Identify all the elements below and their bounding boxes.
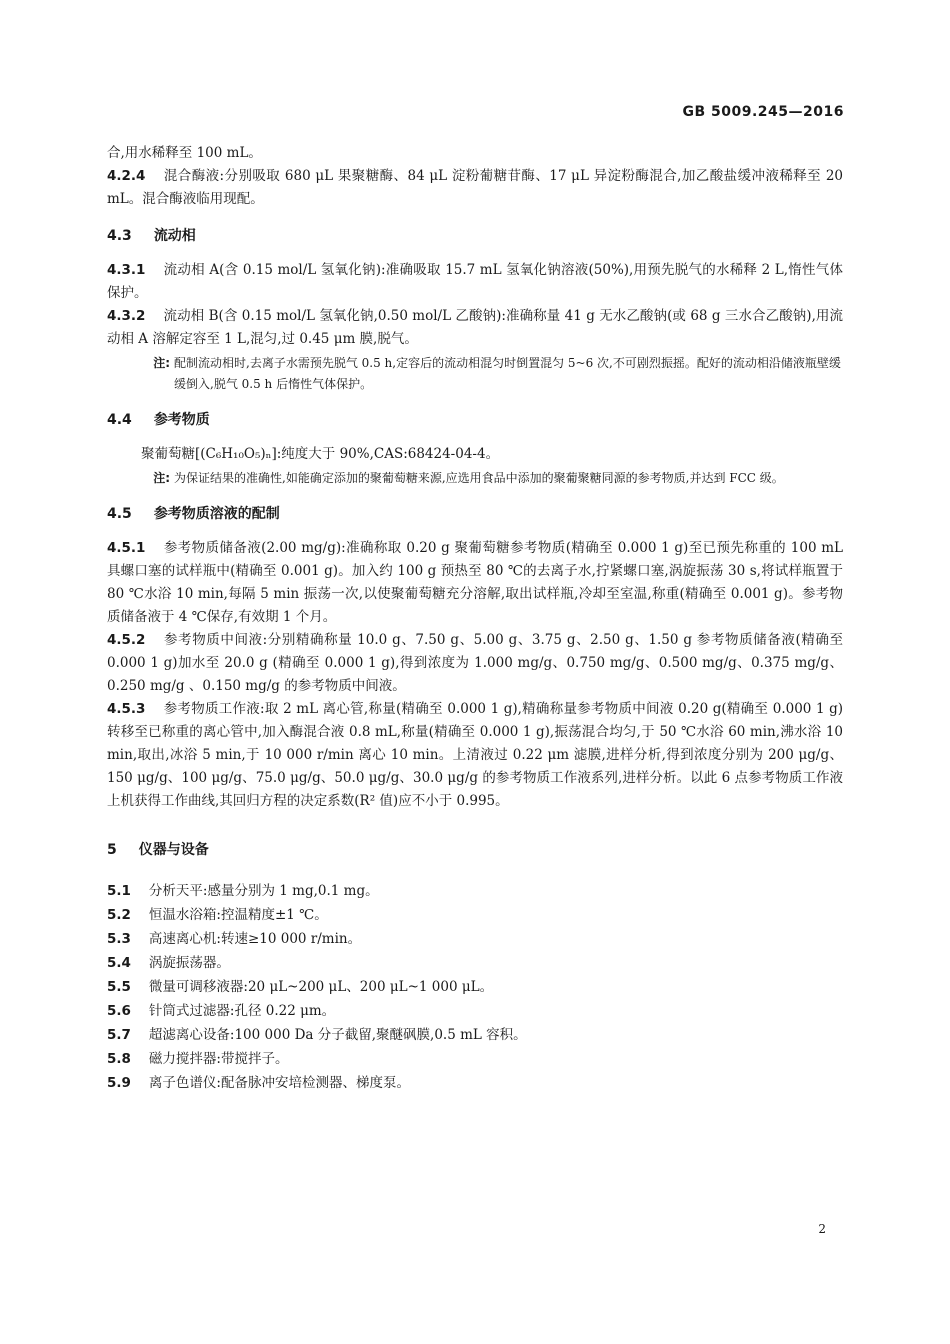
clause-text: 参考物质中间液:分别精确称量 10.0 g、7.50 g、5.00 g、3.75 g、2.50 g、1.50 g 参考物质储备液(精确至 0.000 1 g)加水至 20.0 g (精确至 0.000 1 g),得到浓度为 1.000 mg/g、0.750 mg/g、0.500 mg/g、0.375 mg/g、0.250 mg/g 、0.150 mg/g 的参考物质中间液。 xyxy=(107,632,843,694)
item-number: 5.3 xyxy=(107,931,131,947)
clause-number: 4.5.3 xyxy=(107,701,146,717)
page-number: 2 xyxy=(818,1222,826,1236)
list-item xyxy=(107,1071,843,1095)
list-item xyxy=(107,975,843,999)
item-number: 5.2 xyxy=(107,907,131,923)
list-item xyxy=(107,903,843,927)
item-text: 恒温水浴箱:控温精度±1 ℃。 xyxy=(148,907,328,923)
clause-text: 参考物质储备液(2.00 mg/g):准确称取 0.20 g 聚葡萄糖参考物质(精确至 0.000 1 g)至已预先称重的 100 mL 具螺口塞的试样瓶中(精确至 0.001 g)。加入约 100 g 预热至 80 ℃的去离子水,拧紧螺口塞,涡旋振荡 30 s,将试样瓶置于 80 ℃水浴 10 min,每隔 5 min 振荡一次,以使聚葡萄糖充分溶解,取出试样瓶,冷却至室温,称重(精确至 0.001 g)。参考物质储备液于 4 ℃保存,有效期 1 个月。 xyxy=(107,540,843,625)
note-label: 注: xyxy=(153,471,170,485)
clause-4-5-3 xyxy=(107,698,843,813)
note-mobile-phase xyxy=(107,353,843,395)
item-number: 5.5 xyxy=(107,979,131,995)
list-item xyxy=(107,999,843,1023)
heading-text: 参考物质溶液的配制 xyxy=(153,506,280,522)
heading-text: 仪器与设备 xyxy=(138,842,209,858)
heading-number: 5 xyxy=(107,842,117,858)
paragraph-continuation: 合,用水稀释至 100 mL。 xyxy=(107,145,262,161)
note-text: 为保证结果的准确性,如能确定添加的聚葡萄糖来源,应选用食品中添加的聚葡聚糖同源的参考物质,并达到 FCC 级。 xyxy=(174,471,784,485)
heading-4-5 xyxy=(107,503,843,525)
note-label: 注: xyxy=(153,356,170,370)
clause-4-5-2 xyxy=(107,629,843,698)
item-number: 5.4 xyxy=(107,955,131,971)
clause-number: 4.5.2 xyxy=(107,632,146,648)
equipment-list xyxy=(107,879,843,1095)
item-number: 5.8 xyxy=(107,1051,131,1067)
list-item xyxy=(107,1047,843,1071)
item-number: 5.1 xyxy=(107,883,131,899)
note-text: 配制流动相时,去离子水需预先脱气 0.5 h,定容后的流动相混匀时倒置混匀 5~6 次,不可剧烈振摇。配好的流动相沿储液瓶壁缓缓倒入,脱气 0.5 h 后惰性气体保护。 xyxy=(174,356,841,391)
item-text: 超滤离心设备:100 000 Da 分子截留,聚醚砜膜,0.5 mL 容积。 xyxy=(148,1027,527,1043)
item-number: 5.9 xyxy=(107,1075,131,1091)
list-item xyxy=(107,879,843,903)
item-text: 离子色谱仪:配备脉冲安培检测器、梯度泵。 xyxy=(148,1075,410,1091)
item-text: 涡旋振荡器。 xyxy=(148,955,230,971)
heading-number: 4.4 xyxy=(107,412,132,428)
item-number: 5.6 xyxy=(107,1003,131,1019)
list-item xyxy=(107,927,843,951)
main-content xyxy=(107,142,843,1095)
clause-number: 4.5.1 xyxy=(107,540,146,556)
item-text: 微量可调移液器:20 μL~200 μL、200 μL~1 000 μL。 xyxy=(148,979,494,995)
heading-text: 参考物质 xyxy=(153,412,210,428)
heading-number: 4.3 xyxy=(107,228,132,244)
clause-number: 4.3.2 xyxy=(107,308,146,324)
item-text: 分析天平:感量分别为 1 mg,0.1 mg。 xyxy=(148,883,379,899)
reference-material-paragraph: 聚葡萄糖[(C₆H₁₀O₅)ₙ]:纯度大于 90%,CAS:68424-04-4。 xyxy=(141,446,500,462)
item-text: 针筒式过滤器:孔径 0.22 μm。 xyxy=(148,1003,336,1019)
standard-number: GB 5009.245—2016 xyxy=(682,104,844,120)
heading-number: 4.5 xyxy=(107,506,132,522)
heading-4-3 xyxy=(107,225,843,247)
list-item xyxy=(107,951,843,975)
clause-text: 参考物质工作液:取 2 mL 离心管,称量(精确至 0.000 1 g),精确称量参考物质中间液 0.20 g(精确至 0.000 1 g)转移至已称重的离心管中,加入酶混合液 0.8 mL,称量(精确至 0.000 1 g),振荡混合均匀,于 50 ℃水浴 60 min,沸水浴 10 min,取出,冰浴 5 min,于 10 000 r/min 离心 10 min。上清液过 0.22 μm 滤膜,进样分析,得到浓度分别为 200 μg/g、150 μg/g、100 μg/g、75.0 μg/g、50.0 μg/g、30.0 μg/g 的参考物质工作液系列,进样分析。以此 6 点参考物质工作液上机获得工作曲线,其回归方程的决定系数(R² 值)应不小于 0.995。 xyxy=(107,701,843,809)
clause-text: 流动相 B(含 0.15 mol/L 氢氧化钠,0.50 mol/L 乙酸钠):准确称量 41 g 无水乙酸钠(或 68 g 三水合乙酸钠),用流动相 A 溶解定容至 1 L,混匀,过 0.45 μm 膜,脱气。 xyxy=(107,308,843,347)
clause-4-3-1 xyxy=(107,259,843,305)
clause-4-2-4 xyxy=(107,165,843,211)
clause-text: 混合酶液:分别吸取 680 μL 果聚糖酶、84 μL 淀粉葡糖苷酶、17 μL 异淀粉酶混合,加乙酸盐缓冲液稀释至 20 mL。混合酶液临用现配。 xyxy=(107,168,843,207)
clause-number: 4.2.4 xyxy=(107,168,146,184)
heading-text: 流动相 xyxy=(153,228,196,244)
item-text: 高速离心机:转速≥10 000 r/min。 xyxy=(148,931,362,947)
clause-4-3-2 xyxy=(107,305,843,351)
clause-4-5-1 xyxy=(107,537,843,629)
item-number: 5.7 xyxy=(107,1027,131,1043)
note-reference-material xyxy=(107,468,843,489)
clause-text: 流动相 A(含 0.15 mol/L 氢氧化钠):准确吸取 15.7 mL 氢氧化钠溶液(50%),用预先脱气的水稀释 2 L,惰性气体保护。 xyxy=(107,262,843,301)
list-item xyxy=(107,1023,843,1047)
heading-4-4 xyxy=(107,409,843,431)
clause-number: 4.3.1 xyxy=(107,262,146,278)
heading-section-5 xyxy=(107,839,843,861)
item-text: 磁力搅拌器:带搅拌子。 xyxy=(148,1051,289,1067)
